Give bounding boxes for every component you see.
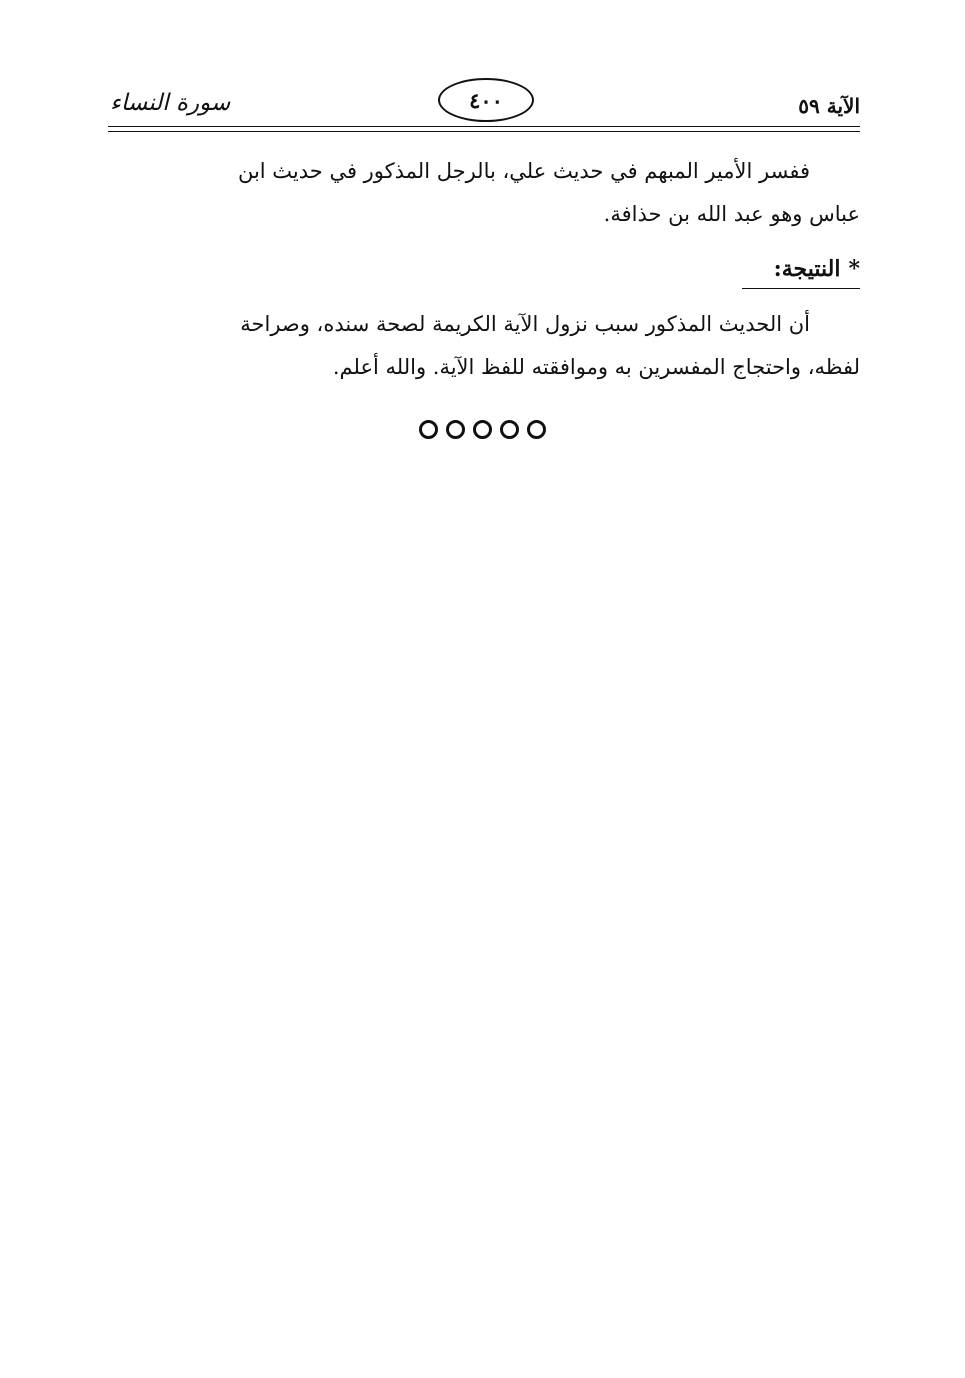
paragraph-1 bbox=[108, 150, 860, 236]
paragraph-2 bbox=[108, 303, 860, 389]
header-rule-bottom bbox=[108, 131, 860, 132]
header-rule-top bbox=[108, 126, 860, 127]
section-separator bbox=[0, 420, 965, 443]
paragraph-2-line-1: أن الحديث المذكور سبب نزول الآية الكريمة لصحة سنده، وصراحة bbox=[240, 312, 810, 336]
page-number: ٤٠٠ bbox=[469, 87, 503, 113]
header-verse-label: الآية ٥٩ bbox=[798, 94, 860, 118]
paragraph-2-line-2: لفظه، واحتجاج المفسرين به وموافقته للفظ الآية. والله أعلم. bbox=[332, 355, 860, 379]
asterisk-icon: * bbox=[848, 256, 860, 282]
paragraph-1-line-1: ففسر الأمير المبهم في حديث علي، بالرجل المذكور في حديث ابن bbox=[237, 159, 810, 183]
separator-circle-icon bbox=[500, 420, 519, 439]
separator-circle-icon bbox=[527, 420, 546, 439]
separator-circle-icon bbox=[473, 420, 492, 439]
page-number-frame bbox=[438, 78, 534, 122]
paragraph-1-line-2: عباس وهو عبد الله بن حذافة. bbox=[603, 202, 860, 226]
result-heading bbox=[742, 256, 860, 289]
header-surah-name: سورة النساء bbox=[110, 90, 231, 116]
result-heading-text: النتيجة: bbox=[773, 256, 841, 282]
separator-circle-icon bbox=[419, 420, 438, 439]
page-header bbox=[108, 78, 860, 126]
separator-circle-icon bbox=[446, 420, 465, 439]
